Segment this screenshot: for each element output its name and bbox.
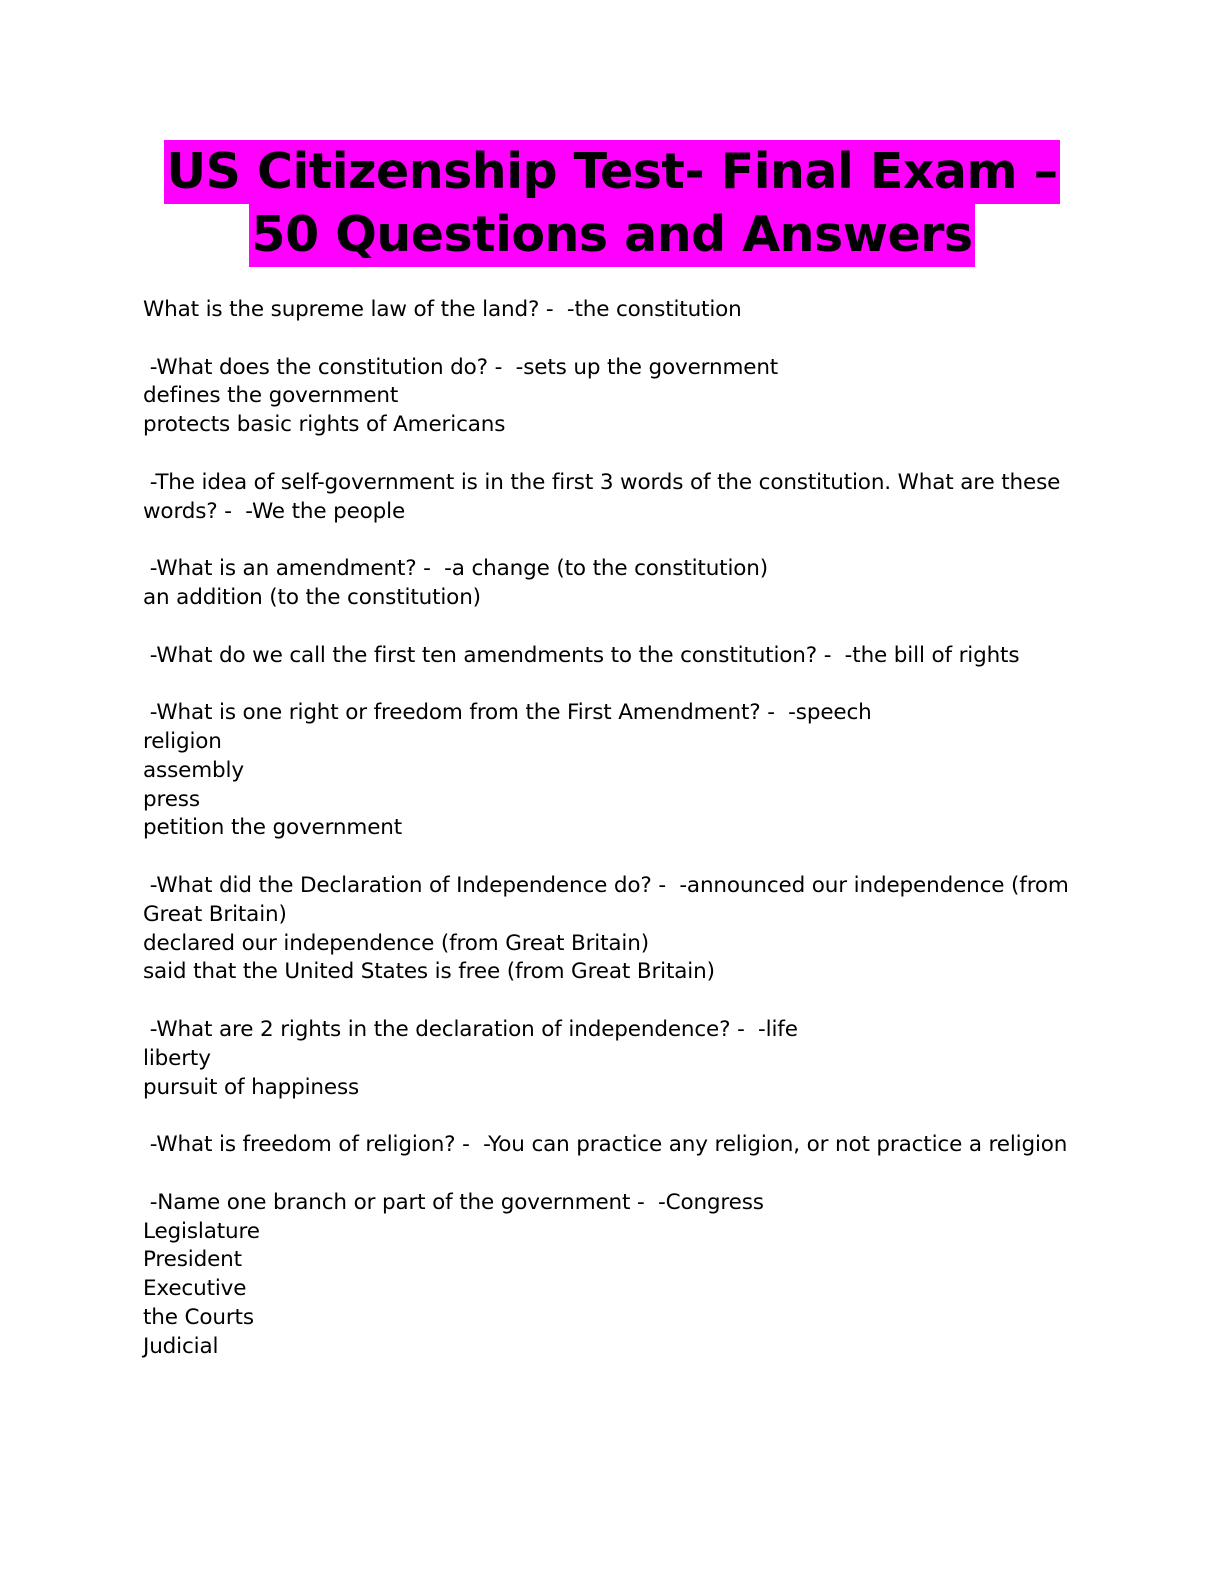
qa-answer-line: Legislature [143,1218,260,1244]
qa-question-line: -What is an amendment? - -a change (to the constitution) [143,556,768,582]
qa-answer-line: assembly [143,757,244,783]
qa-item [143,469,1103,527]
qa-item [143,296,1103,325]
qa-item [143,555,1103,613]
qa-answer-line: protects basic rights of Americans [143,412,506,438]
qa-answer-line: words? - -We the people [143,498,406,524]
qa-question-line: What is the supreme law of the land? - -the constitution [143,297,742,322]
qa-question-line: -The idea of self-government is in the first 3 words of the constitution. What are these [143,469,1061,495]
qa-answer-line: said that the United States is free (from Great Britain) [143,959,715,985]
qa-item [143,872,1103,987]
qa-answer-line: petition the government [143,815,403,841]
qa-item [143,354,1103,440]
qa-answer-line: press [143,786,200,812]
qa-list [143,296,1103,1390]
qa-question-line: -What is one right or freedom from the First Amendment? - -speech [143,700,872,726]
qa-answer-line: Judicial [143,1333,219,1359]
qa-item [143,642,1103,671]
document-title [0,140,1224,266]
qa-answer-line: declared our independence (from Great Britain) [143,930,649,956]
qa-answer-line: an addition (to the constitution) [143,584,481,610]
title-line-2: 50 Questions and Answers [249,203,974,267]
qa-question-line: -What is freedom of religion? - -You can practice any religion, or not practice a religion [143,1132,1068,1158]
qa-answer-line: defines the government [143,383,399,409]
qa-answer-line: religion [143,728,222,754]
qa-item [143,1189,1103,1362]
qa-answer-line: Executive [143,1276,247,1302]
qa-question-line: -What did the Declaration of Independence do? - -announced our independence (from [143,872,1069,898]
qa-question-line: -What are 2 rights in the declaration of independence? - -life [143,1016,798,1042]
qa-answer-line: pursuit of happiness [143,1074,360,1100]
qa-answer-line: Great Britain) [143,901,287,927]
title-row-2 [0,203,1224,266]
qa-item [143,699,1103,843]
title-line-1: US Citizenship Test- Final Exam – [164,140,1059,204]
qa-question-line: -Name one branch or part of the government - -Congress [143,1189,764,1215]
qa-item [143,1016,1103,1102]
qa-item [143,1131,1103,1160]
qa-question-line: -What do we call the first ten amendments to the constitution? - -the bill of rights [143,642,1020,668]
qa-answer-line: liberty [143,1045,211,1071]
title-row-1 [0,140,1224,203]
qa-answer-line: President [143,1247,242,1273]
qa-answer-line: the Courts [143,1304,254,1330]
qa-question-line: -What does the constitution do? - -sets up the government [143,354,779,380]
